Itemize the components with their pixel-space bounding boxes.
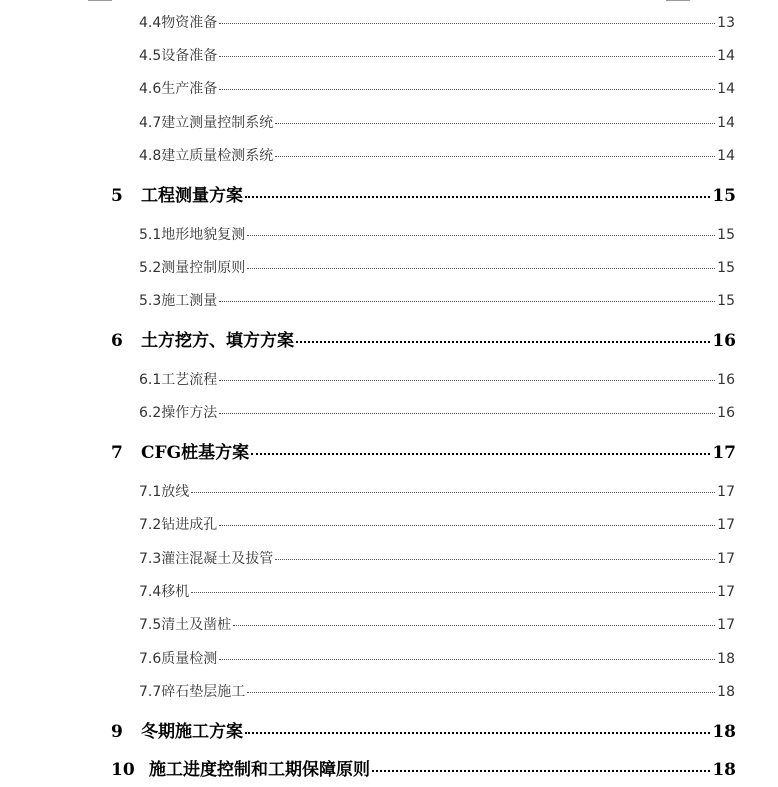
toc-entry-page: 17: [717, 551, 735, 567]
toc-entry-label: 7.3灌注混凝土及拔管: [139, 551, 274, 567]
dot-leader: [245, 732, 710, 734]
toc-entry-page: 17: [717, 617, 735, 633]
toc-entry-page: 17: [717, 517, 735, 533]
toc-section-number: 6: [111, 331, 123, 351]
toc-entry-page: 15: [717, 260, 735, 276]
toc-section-label: 土方挖方、填方方案: [141, 331, 294, 351]
toc-entry-4-8[interactable]: [139, 145, 735, 165]
dot-leader: [219, 23, 715, 24]
toc-section-number: 7: [111, 443, 123, 463]
toc-entry-page: 17: [717, 584, 735, 600]
toc-entry-5-2[interactable]: [139, 257, 735, 277]
toc-entry-page: 16: [717, 372, 735, 388]
toc-entry-7-1[interactable]: [139, 481, 735, 501]
toc-entry-label: 7.1放线: [139, 484, 190, 500]
dot-leader: [219, 56, 715, 57]
toc-entry-6-1[interactable]: [139, 369, 735, 389]
toc-entry-4-4[interactable]: [139, 12, 735, 32]
toc-section-number: 10: [111, 760, 135, 780]
toc-entry-page: 13: [717, 15, 735, 31]
dot-leader: [219, 659, 715, 660]
dot-leader: [219, 525, 715, 526]
dot-leader: [219, 301, 715, 302]
dot-leader: [219, 380, 715, 381]
toc-section-10[interactable]: [111, 755, 736, 780]
toc-entry-label: 5.1地形地貌复测: [139, 227, 246, 243]
dot-leader: [245, 196, 710, 198]
page-edge-mark-left: [88, 0, 112, 1]
toc-entry-page: 16: [717, 405, 735, 421]
toc-entry-5-1[interactable]: [139, 224, 735, 244]
toc-entry-label: 5.2测量控制原则: [139, 260, 246, 276]
dot-leader: [247, 235, 715, 236]
toc-entry-label: 4.4物资准备: [139, 15, 218, 31]
toc-entry-label: 7.7碎石垫层施工: [139, 684, 246, 700]
toc-entry-label: 5.3施工测量: [139, 293, 218, 309]
toc-section-page: 15: [712, 186, 736, 206]
toc-section-page: 18: [712, 722, 736, 742]
toc-entry-page: 14: [717, 115, 735, 131]
toc-entry-label: 4.6生产准备: [139, 81, 218, 97]
toc-entry-label: 4.7建立测量控制系统: [139, 115, 274, 131]
dot-leader: [191, 592, 715, 593]
toc-entry-page: 14: [717, 148, 735, 164]
toc-section-label: 施工进度控制和工期保障原则: [149, 760, 370, 780]
toc-entry-6-2[interactable]: [139, 402, 735, 422]
toc-entry-page: 18: [717, 684, 735, 700]
toc-section-9[interactable]: [111, 717, 736, 742]
toc-section-page: 18: [712, 760, 736, 780]
dot-leader: [247, 268, 715, 269]
toc-entry-7-6[interactable]: [139, 648, 735, 668]
toc-entry-page: 14: [717, 48, 735, 64]
dot-leader: [219, 413, 715, 414]
dot-leader: [233, 625, 715, 626]
toc-entry-label: 6.1工艺流程: [139, 372, 218, 388]
toc-entry-4-6[interactable]: [139, 78, 735, 98]
toc-entry-4-5[interactable]: [139, 45, 735, 65]
toc-entry-page: 17: [717, 484, 735, 500]
dot-leader: [296, 341, 710, 343]
toc-entry-label: 7.4移机: [139, 584, 190, 600]
toc-entry-4-7[interactable]: [139, 112, 735, 132]
toc-section-5[interactable]: [111, 181, 736, 206]
dot-leader: [247, 692, 715, 693]
toc-section-label: 工程测量方案: [141, 186, 243, 206]
dot-leader: [372, 770, 710, 772]
dot-leader: [251, 453, 710, 455]
toc-entry-7-5[interactable]: [139, 614, 735, 634]
dot-leader: [275, 123, 715, 124]
toc-section-6[interactable]: [111, 326, 736, 351]
dot-leader: [275, 156, 715, 157]
toc-section-label: 冬期施工方案: [141, 722, 243, 742]
toc-entry-label: 6.2操作方法: [139, 405, 218, 421]
toc-section-page: 17: [712, 443, 736, 463]
toc-entry-label: 7.2钻进成孔: [139, 517, 218, 533]
toc-section-label: CFG桩基方案: [141, 443, 250, 463]
toc-section-number: 5: [111, 186, 123, 206]
toc-entry-7-4[interactable]: [139, 581, 735, 601]
toc-entry-label: 4.8建立质量检测系统: [139, 148, 274, 164]
toc-entry-label: 7.6质量检测: [139, 651, 218, 667]
toc-section-7[interactable]: [111, 438, 736, 463]
toc-section-page: 16: [712, 331, 736, 351]
toc-entry-5-3[interactable]: [139, 290, 735, 310]
toc-entry-7-3[interactable]: [139, 548, 735, 568]
toc-entry-page: 14: [717, 81, 735, 97]
dot-leader: [191, 492, 715, 493]
dot-leader: [275, 559, 715, 560]
toc-entry-label: 4.5设备准备: [139, 48, 218, 64]
dot-leader: [219, 89, 715, 90]
toc-entry-label: 7.5清土及凿桩: [139, 617, 232, 633]
toc-entry-page: 15: [717, 293, 735, 309]
page-edge-mark-right: [666, 0, 690, 1]
toc-section-number: 9: [111, 722, 123, 742]
toc-entry-7-2[interactable]: [139, 514, 735, 534]
toc-entry-page: 18: [717, 651, 735, 667]
toc-entry-page: 15: [717, 227, 735, 243]
toc-entry-7-7[interactable]: [139, 681, 735, 701]
